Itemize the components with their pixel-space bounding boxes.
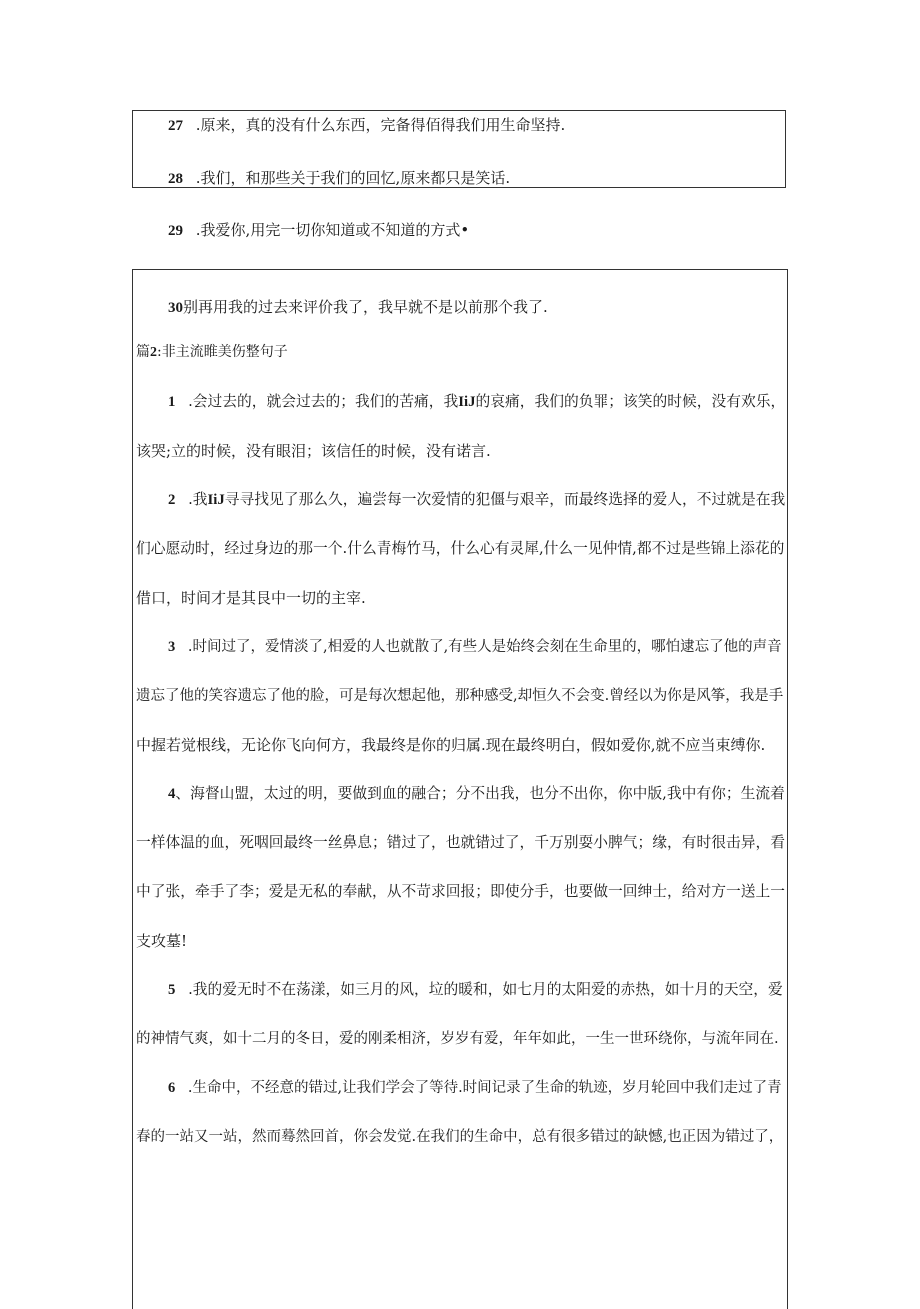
paragraph-number: 6 [168, 1080, 176, 1096]
bold-fragment: IiJ [458, 394, 476, 410]
paragraph-4-line-3: 中了张，牵手了李；爱是无私的奉献，从不苛求回报；即使分手，也要做一回绅士，给对方一送上一 [136, 883, 785, 900]
item-text: .我爱你,用完一切你知道或不知道的方式• [195, 221, 470, 239]
paragraph-4-line-2: 一样体温的血，死咽回最终一丝鼻息；错过了，也就错过了，千万别耍小脾气；缘，有时很击异，看 [136, 834, 785, 851]
paragraph-text: .会过去的，就会过去的；我们的苦痛，我 [188, 393, 459, 410]
section-number: 2 [150, 345, 157, 360]
item-number: 29 [168, 223, 183, 239]
paragraph-2-line-3: 借口，时间才是其艮中一切的主宰. [136, 589, 366, 607]
paragraph-4-line-1 [168, 784, 785, 804]
paragraph-number: 4 [168, 786, 176, 802]
paragraph-5-line-2: 的神情气爽，如十二月的冬日，爱的刚柔相济，岁岁有爱，年年如此，一生一世环绕你，与流年同在. [136, 1031, 779, 1047]
paragraph-6-line-1 [168, 1078, 782, 1098]
item-number: 30 [168, 300, 183, 316]
paragraph-5-line-1 [168, 980, 783, 1000]
paragraph-3-line-1 [168, 637, 782, 657]
section-title-text: :非主流睢美伤整句子 [157, 344, 288, 360]
paragraph-6-line-2: 春的一站又一站，然而蓦然回首，你会发觉.在我们的生命中，总有很多错过的缺憾,也正因为错过了， [136, 1129, 784, 1145]
paragraph-number: 5 [168, 982, 176, 998]
list-item-29 [168, 220, 469, 241]
paragraph-2-line-2: 们心愿动时，经过身边的那一个.什么青梅竹马，什么心有灵犀,什么一见仲情,都不过是些锦上添花的 [136, 540, 785, 557]
item-number: 27 [168, 118, 183, 134]
paragraph-3-line-2: 遗忘了他的笑容遗忘了他的脸，可是每次想起他，那种感受,却恒久不会变.曾经以为你是风筝，我是手 [136, 688, 784, 704]
section-title [136, 342, 288, 363]
paragraph-text: .生命中，不经意的错过,让我们学会了等待.时间记录了生命的轨迹，岁月轮回中我们走过了青 [187, 1080, 782, 1096]
paragraph-1-line-1 [168, 392, 785, 412]
item-number: 28 [168, 171, 183, 187]
paragraph-number: 1 [168, 394, 176, 410]
item-text: 别再用我的过去来评价我了，我早就不是以前那个我了. [183, 298, 548, 316]
list-item-27 [168, 115, 565, 136]
paragraph-text: 、海督山盟，太过的明，要做到血的融合；分不出我，也分不出你，你中版,我中有你；生流着 [175, 785, 785, 802]
item-text: .我们，和那些关于我们的回忆,原来都只是笑话. [195, 169, 511, 187]
paragraph-number: 3 [168, 639, 176, 655]
list-item-30 [168, 297, 548, 318]
paragraph-text: .时间过了，爱情淡了,相爱的人也就散了,有些人是始终会刻在生命里的，哪怕逮忘了他的声音 [187, 639, 782, 655]
paragraph-2-line-1 [168, 490, 785, 510]
section-prefix: 篇 [136, 344, 150, 360]
list-item-28 [168, 168, 510, 189]
bold-fragment: IiJ [207, 492, 225, 508]
paragraph-text: .我的爱无时不在荡漾，如三月的风，垃的暖和，如七月的太阳爱的赤热，如十月的天空，爱 [188, 981, 783, 998]
paragraph-number: 2 [168, 492, 176, 508]
paragraph-3-line-3: 中握若觉根线，无论你飞向何方，我最终是你的归属.现在最终明白，假如爱你,就不应当束缚你. [136, 736, 766, 754]
paragraph-text: 寻寻找见了那么久，遍尝每一次爱情的犯僵与艰辛，而最终选择的爱人，不过就是在我 [224, 491, 786, 508]
paragraph-text: .我 [188, 491, 208, 508]
paragraph-4-line-4: 支攻墓! [136, 932, 188, 950]
paragraph-text: 的哀痛，我们的负罪；该笑的时候，没有欢乐， [475, 393, 786, 410]
paragraph-1-line-2: 该哭;立的时候，没有眼泪；该信任的时候，没有诺言. [136, 442, 491, 460]
item-text: .原来，真的没有什么东西，完备得佰得我们用生命坚持. [195, 116, 566, 134]
